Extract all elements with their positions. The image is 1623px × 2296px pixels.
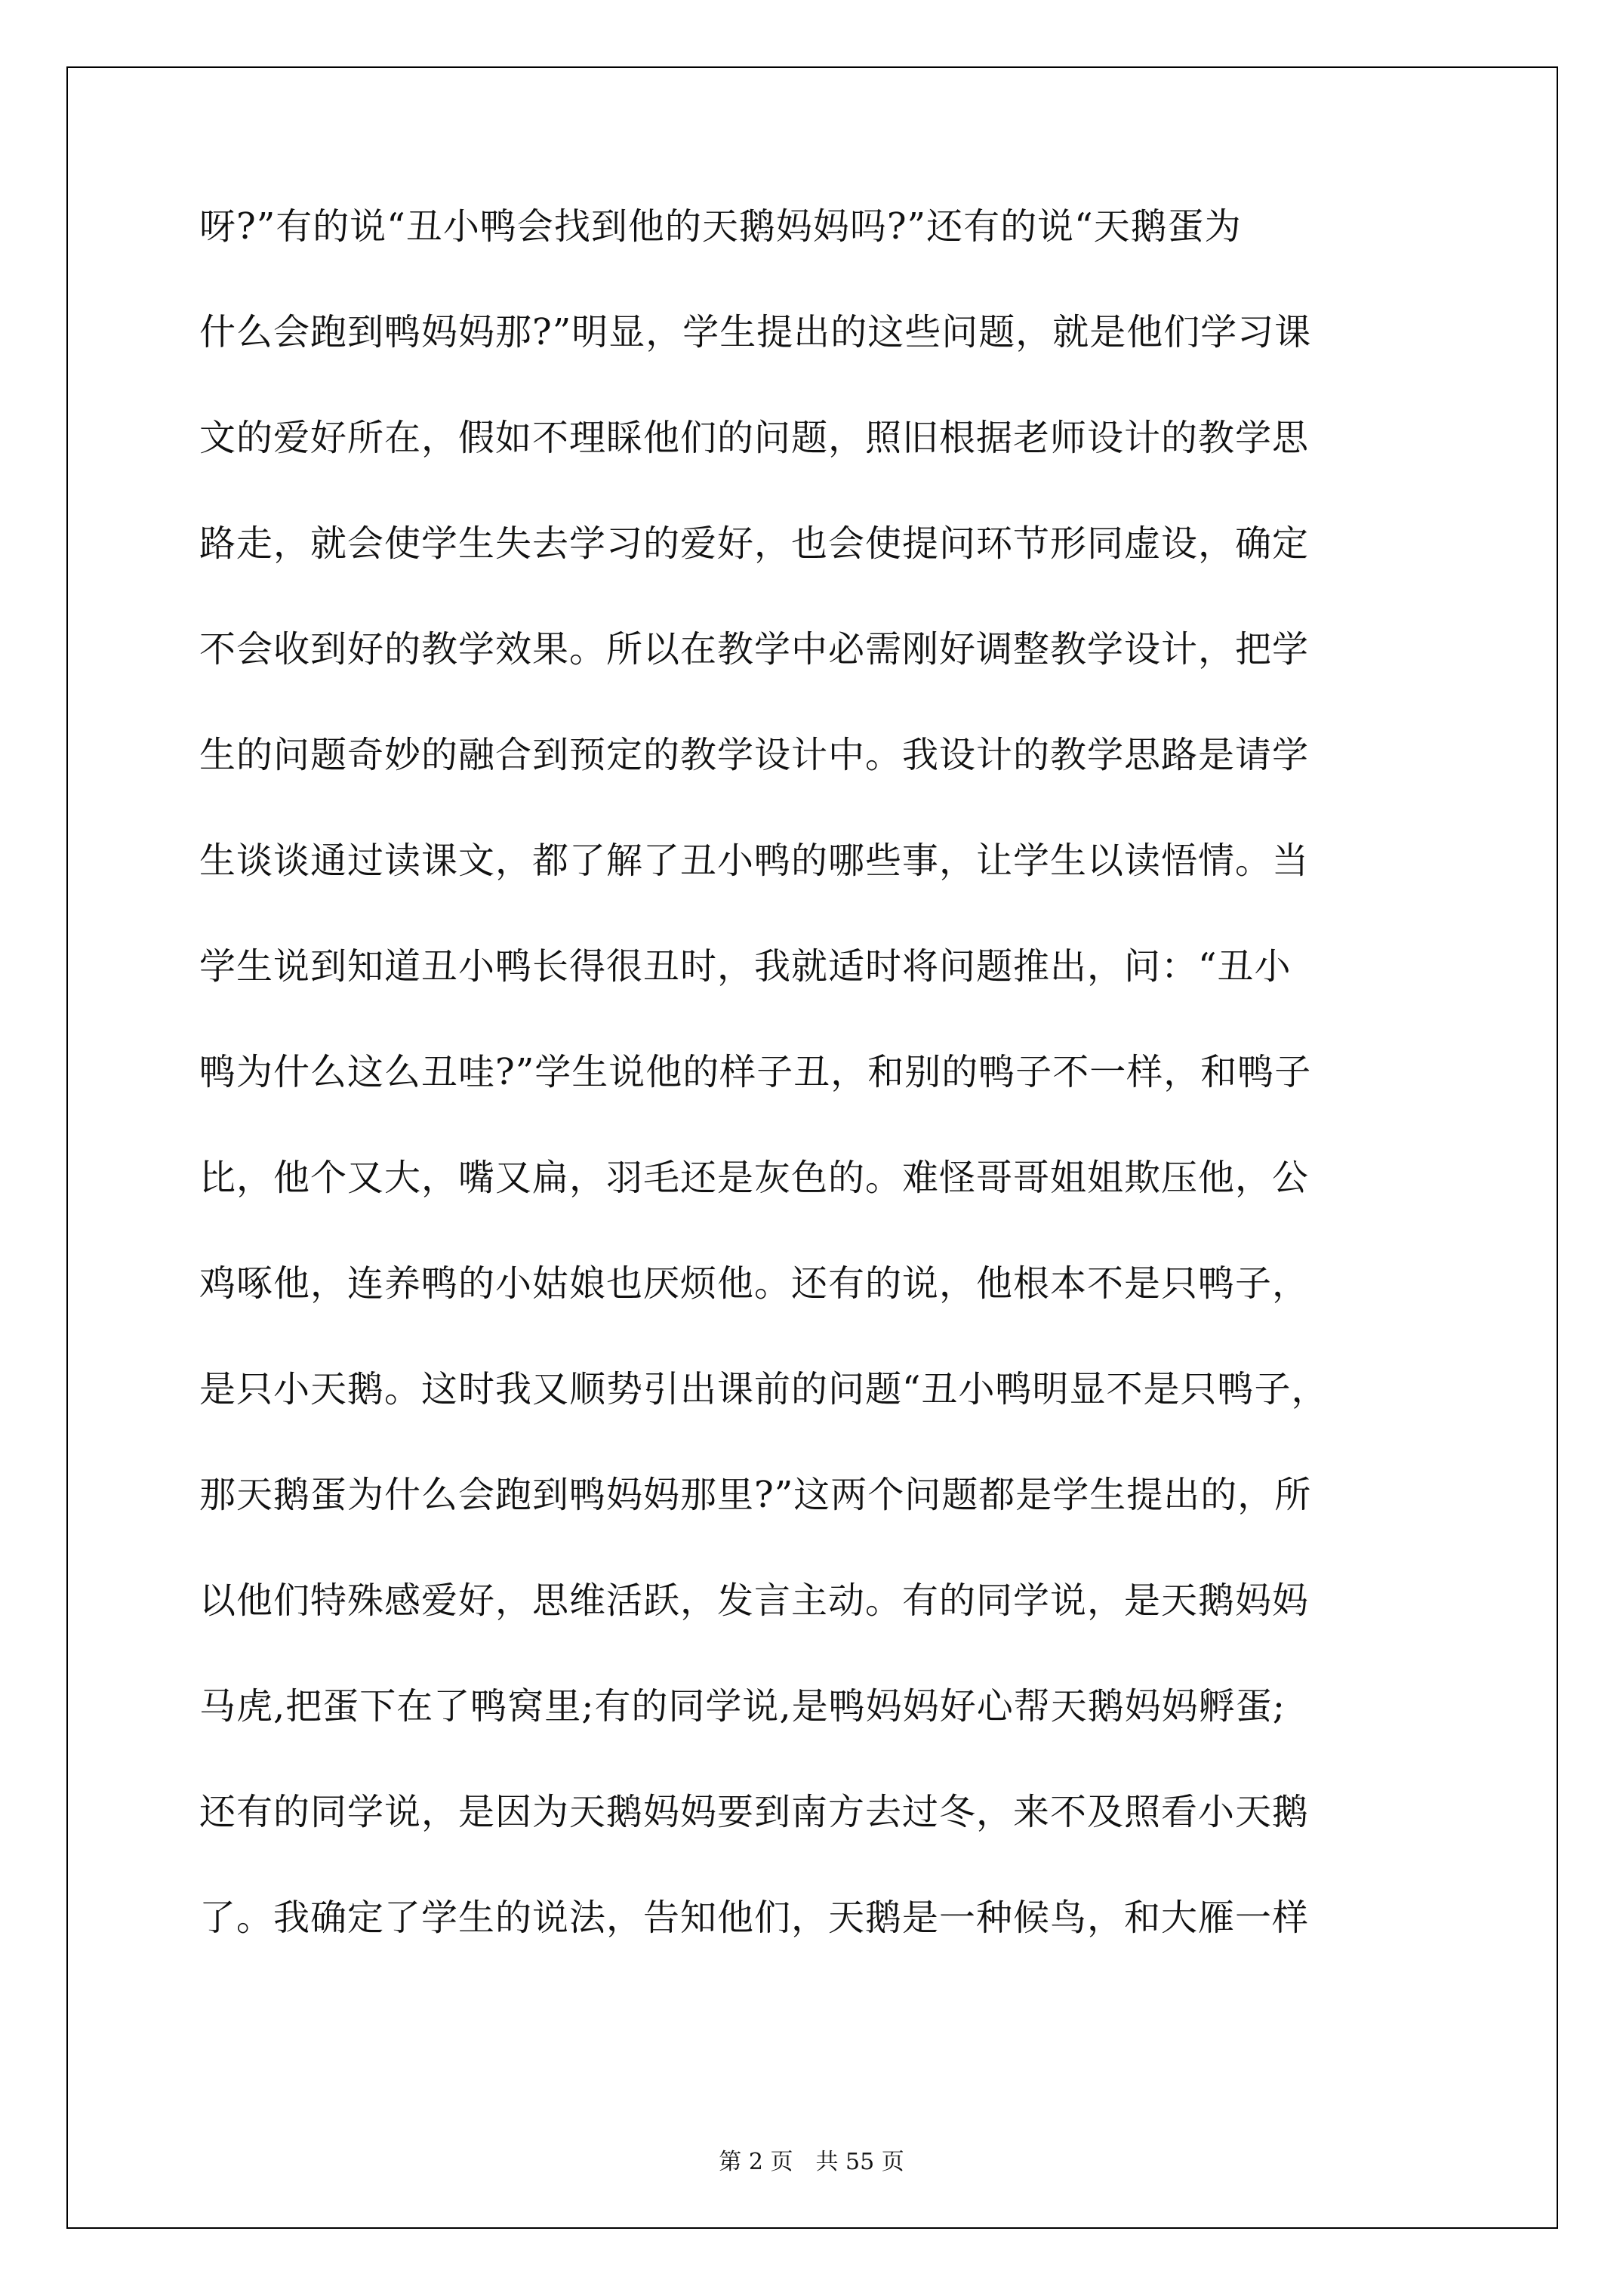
text-line: 鸭为什么这么丑哇?”学生说他的样子丑，和别的鸭子不一样，和鸭子 bbox=[199, 1051, 1312, 1093]
text-line: 了。我确定了学生的说法，告知他们，天鹅是一种候鸟，和大雁一样 bbox=[199, 1897, 1310, 1939]
text-line: 学生说到知道丑小鸭长得很丑时，我就适时将问题推出，问：“丑小 bbox=[199, 945, 1292, 988]
page-number: 第 2 页 共 55 页 bbox=[719, 2149, 904, 2175]
text-line: 呀?”有的说“丑小鸭会找到他的天鹅妈妈吗?”还有的说“天鹅蛋为 bbox=[199, 205, 1242, 248]
text-line: 生谈谈通过读课文，都了解了丑小鸭的哪些事，让学生以读悟情。当 bbox=[199, 840, 1310, 882]
text-line: 以他们特殊感爱好，思维活跃，发言主动。有的同学说，是天鹅妈妈 bbox=[199, 1579, 1310, 1622]
text-line: 还有的同学说，是因为天鹅妈妈要到南方去过冬，来不及照看小天鹅 bbox=[199, 1791, 1310, 1833]
text-line: 马虎,把蛋下在了鸭窝里;有的同学说,是鸭妈妈好心帮天鹅妈妈孵蛋; bbox=[199, 1685, 1286, 1727]
text-line: 文的爱好所在，假如不理睬他们的问题，照旧根据老师设计的教学思 bbox=[199, 417, 1310, 459]
text-line: 生的问题奇妙的融合到预定的教学设计中。我设计的教学思路是请学 bbox=[199, 734, 1310, 776]
text-line: 是只小天鹅。这时我又顺势引出课前的问题“丑小鸭明显不是只鸭子， bbox=[199, 1368, 1329, 1410]
body-text bbox=[199, 205, 1452, 2005]
text-line: 什么会跑到鸭妈妈那?”明显，学生提出的这些问题，就是他们学习课 bbox=[199, 311, 1312, 353]
text-line: 那天鹅蛋为什么会跑到鸭妈妈那里?”这两个问题都是学生提出的，所 bbox=[199, 1474, 1312, 1516]
text-line: 不会收到好的教学效果。所以在教学中必需刚好调整教学设计，把学 bbox=[199, 628, 1310, 670]
text-line: 鸡啄他，连养鸭的小姑娘也厌烦他。还有的说，他根本不是只鸭子， bbox=[199, 1262, 1310, 1305]
text-line: 路走，就会使学生失去学习的爱好，也会使提问环节形同虚设，确定 bbox=[199, 522, 1310, 565]
text-line: 比，他个又大，嘴又扁，羽毛还是灰色的。难怪哥哥姐姐欺压他，公 bbox=[199, 1157, 1310, 1199]
